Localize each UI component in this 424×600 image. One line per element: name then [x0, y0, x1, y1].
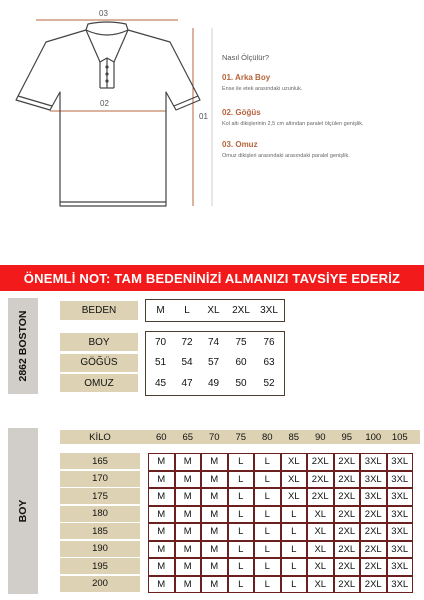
weight-size-cell: L — [254, 506, 281, 524]
info-title-chest: 02. Göğüs — [222, 108, 261, 117]
weight-size-cell: M — [201, 576, 228, 594]
weight-size-cell: M — [148, 558, 175, 576]
size-value-cell: 45 — [154, 377, 167, 389]
size-header-3xl: 3XL — [260, 305, 278, 316]
weight-size-cell: 2XL — [360, 506, 387, 524]
weight-size-cell: M — [175, 471, 202, 489]
height-row-label: 165 — [60, 453, 140, 469]
weight-size-cell: L — [281, 506, 308, 524]
size-header-2xl: 2XL — [232, 305, 250, 316]
info-desc-length: Ense ile etek arasındaki uzunluk. — [222, 86, 303, 92]
size-value-cell: 47 — [181, 377, 193, 389]
size-table-side-label — [8, 298, 38, 394]
weight-size-cell: 3XL — [387, 471, 414, 489]
weight-size-cell: L — [228, 523, 255, 541]
weight-size-cell: 3XL — [387, 506, 414, 524]
weight-header-95: 95 — [341, 431, 353, 443]
size-value-cell: 72 — [181, 336, 193, 348]
button-icon — [105, 79, 108, 82]
weight-size-cell: M — [148, 576, 175, 594]
how-to-measure-heading: Nasıl Ölçülür? — [222, 53, 270, 62]
weight-size-cell: L — [254, 488, 281, 506]
weight-size-cell: 2XL — [334, 541, 361, 559]
weight-header-100: 100 — [365, 431, 382, 443]
weight-size-cell: L — [228, 558, 255, 576]
weight-size-cell: M — [148, 541, 175, 559]
weight-size-cell: M — [175, 541, 202, 559]
weight-size-cell: M — [201, 471, 228, 489]
size-value-cell: 70 — [154, 336, 167, 348]
shoulder-measure-label: 03 — [99, 9, 108, 18]
size-value-cell: 51 — [154, 357, 167, 368]
button-icon — [105, 72, 108, 75]
weight-size-cell: 2XL — [334, 576, 361, 594]
weight-size-cell: XL — [281, 453, 308, 471]
size-value-cell: 49 — [207, 377, 220, 389]
size-value-cell: 57 — [207, 357, 220, 368]
weight-header-65: 65 — [182, 431, 194, 443]
size-header-l: L — [184, 305, 190, 316]
weight-size-cell: XL — [307, 541, 334, 559]
height-row-label: 180 — [60, 506, 140, 522]
weight-size-cell: 2XL — [307, 453, 334, 471]
weight-size-cell: M — [148, 506, 175, 524]
weight-header-80: 80 — [261, 431, 273, 443]
size-value-cell: 50 — [235, 377, 247, 389]
weight-size-cell: 3XL — [387, 523, 414, 541]
info-title-shoulder: 03. Omuz — [222, 140, 258, 149]
weight-size-cell: L — [254, 576, 281, 594]
important-note-banner: ÖNEMLİ NOT: TAM BEDENİNİZİ ALMANIZI TAVSİYE EDERİZ — [0, 265, 424, 291]
weight-size-cell: M — [201, 453, 228, 471]
weight-size-cell: L — [254, 453, 281, 471]
weight-size-cell: L — [281, 558, 308, 576]
height-row-label: 185 — [60, 523, 140, 539]
weight-size-cell: L — [281, 541, 308, 559]
weight-size-cell: L — [254, 471, 281, 489]
weight-size-cell: M — [201, 506, 228, 524]
size-row-label: BOY — [60, 333, 138, 351]
weight-size-cell: M — [175, 453, 202, 471]
weight-size-cell: 3XL — [387, 558, 414, 576]
chest-measure-label: 02 — [100, 99, 109, 108]
weight-header-label: KİLO — [89, 431, 111, 443]
weight-header-70: 70 — [208, 431, 220, 443]
weight-size-cell: L — [228, 488, 255, 506]
size-value-cell: 52 — [263, 377, 275, 389]
weight-size-cell: M — [175, 506, 202, 524]
weight-size-cell: 3XL — [387, 453, 414, 471]
size-header-m: M — [156, 305, 165, 316]
weight-size-cell: L — [254, 523, 281, 541]
weight-size-cell: L — [281, 523, 308, 541]
weight-size-cell: 3XL — [387, 576, 414, 594]
size-header-label: BEDEN — [60, 301, 138, 320]
size-value-cell: 74 — [207, 336, 220, 348]
size-row-label: OMUZ — [60, 374, 138, 392]
weight-table-side-label — [8, 428, 38, 594]
weight-size-cell: 2XL — [334, 506, 361, 524]
height-row-label: 190 — [60, 541, 140, 557]
weight-size-cell: 3XL — [360, 471, 387, 489]
weight-size-cell: 2XL — [307, 471, 334, 489]
weight-size-cell: M — [201, 488, 228, 506]
weight-size-cell: 2XL — [334, 471, 361, 489]
weight-size-cell: 2XL — [334, 488, 361, 506]
height-row-label: 200 — [60, 576, 140, 592]
weight-size-cell: 3XL — [360, 453, 387, 471]
weight-size-cell: 3XL — [387, 541, 414, 559]
weight-size-cell: M — [148, 523, 175, 541]
weight-size-cell: M — [175, 488, 202, 506]
size-value-cell: 54 — [181, 357, 193, 368]
weight-size-cell: L — [228, 506, 255, 524]
size-row-label: GÖĞÜS — [60, 354, 138, 372]
weight-size-cell: L — [254, 541, 281, 559]
weight-size-cell: L — [228, 541, 255, 559]
weight-size-cell: M — [201, 541, 228, 559]
weight-header-85: 85 — [288, 431, 300, 443]
length-measure-label: 01 — [199, 112, 208, 121]
weight-size-cell: 2XL — [334, 523, 361, 541]
button-icon — [105, 65, 108, 68]
weight-header-105: 105 — [391, 431, 408, 443]
weight-size-cell: M — [148, 453, 175, 471]
weight-size-cell: M — [201, 558, 228, 576]
weight-size-cell: M — [175, 523, 202, 541]
info-title-length: 01. Arka Boy — [222, 73, 271, 82]
size-value-cell: 76 — [263, 336, 275, 348]
weight-size-cell: M — [148, 471, 175, 489]
weight-size-cell: 2XL — [360, 523, 387, 541]
weight-size-cell: XL — [307, 523, 334, 541]
weight-size-cell: M — [175, 558, 202, 576]
weight-size-cell: XL — [307, 506, 334, 524]
height-row-label: 170 — [60, 471, 140, 487]
height-row-label: 195 — [60, 558, 140, 574]
weight-size-cell: M — [148, 488, 175, 506]
size-value-cell: 60 — [235, 357, 247, 368]
weight-header-90: 90 — [314, 431, 326, 443]
weight-header-75: 75 — [235, 431, 247, 443]
weight-size-cell: 2XL — [360, 558, 387, 576]
weight-size-cell: M — [175, 576, 202, 594]
weight-size-cell: 2XL — [307, 488, 334, 506]
weight-size-cell: 3XL — [387, 488, 414, 506]
weight-size-cell: L — [228, 453, 255, 471]
weight-size-cell: L — [228, 471, 255, 489]
size-value-cell: 75 — [235, 336, 247, 348]
weight-size-cell: L — [281, 576, 308, 594]
weight-size-cell: L — [228, 576, 255, 594]
weight-size-cell: 2XL — [334, 453, 361, 471]
info-desc-shoulder: Omuz dikişleri arasındaki arasındaki paralel genişlik. — [222, 153, 350, 159]
weight-size-cell: M — [201, 523, 228, 541]
height-axis-label: BOY — [17, 499, 29, 523]
info-desc-chest: Kol altı dikişlerinin 2,5 cm altından paralel ölçülen genişlik. — [222, 121, 364, 127]
weight-header-60: 60 — [155, 431, 167, 443]
weight-size-cell: XL — [307, 558, 334, 576]
weight-size-cell: 3XL — [360, 488, 387, 506]
weight-size-cell: 2XL — [360, 576, 387, 594]
polo-shirt-diagram — [0, 0, 424, 262]
weight-size-cell: L — [254, 558, 281, 576]
weight-size-cell: 2XL — [334, 558, 361, 576]
weight-size-cell: XL — [281, 471, 308, 489]
size-header-xl: XL — [207, 305, 220, 316]
height-row-label: 175 — [60, 488, 140, 504]
model-name-label: 2862 BOSTON — [17, 310, 29, 382]
weight-size-cell: 2XL — [360, 541, 387, 559]
weight-size-cell: XL — [307, 576, 334, 594]
weight-size-cell: XL — [281, 488, 308, 506]
size-value-cell: 63 — [263, 357, 275, 368]
shirt-outline — [16, 22, 200, 206]
